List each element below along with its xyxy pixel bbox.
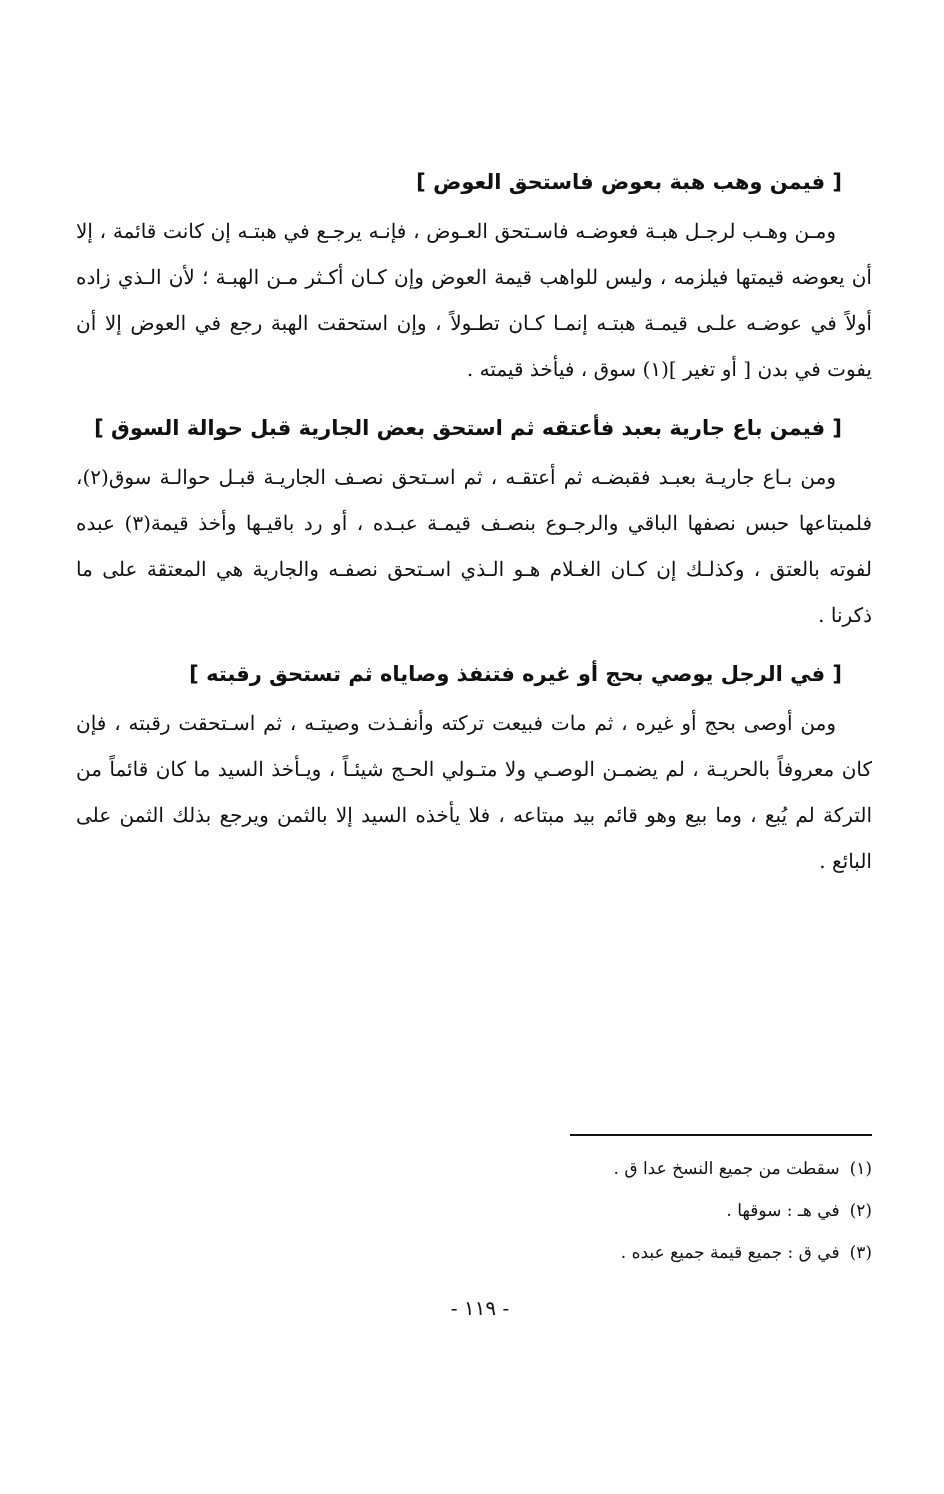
footnote-text: في ق : جميع قيمة جميع عبده . [620,1243,840,1263]
section-paragraph-slave-girl-sale: ومن بـاع جاريـة بعبـد فقبضـه ثم أعتقـه ، ثم اسـتحق نصـف الجاريـة قبـل حوالـة سوق(٢)، فلمبتاعها حبس نصفها الباقي والرجـوع بنصـف قيمـة عبـده ، أو رد باقيـها وأخذ قيمة(٣) عبده لفوته بالعتق ، وكذلـك إن كـان الغـلام هـو الـذي اسـتحق نصفـه والجارية هي المعتقة على ما ذكرنا . [76,465,872,627]
section-heading-slave-girl-sale: [ فيمن باع جارية بعبد فأعتقه ثم استحق بعض الجارية قبل حوالة السوق ] [94,416,842,440]
footnote-2 [372,1190,872,1232]
footnote-text: في هـ : سوقها . [726,1201,840,1221]
footnote-separator [570,1134,872,1136]
section-paragraph-will-pilgrimage: ومن أوصى بحج أو غيره ، ثم مات فبيعت تركته وأنفـذت وصيتـه ، ثم اسـتحقت رقبته ، فإن كان معروفاً بالحريـة ، لم يضمـن الوصـي ولا متـولي الحـج شيئـاً ، ويـأخذ السيد ما كان قائماً من التركة لم يُبع ، وما بيع وهو قائم بيد مبتاعه ، فلا يأخذه السيد إلا بالثمن ويرجع بذلك الثمن على البائع . [76,711,872,873]
section-heading-will-pilgrimage: [ في الرجل يوصي بحج أو غيره فتنفذ وصاياه ثم تستحق رقبته ] [189,662,842,686]
section-paragraph-gift-compensation: ومـن وهـب لرجـل هبـة فعوضـه فاسـتحق العـوض ، فإنـه يرجـع في هبتـه إن كانت قائمة ، إلا أن يعوضه قيمتها فيلزمه ، وليس للواهب قيمة العوض وإن كـان أكـثر مـن الهبـة ؛ لأن الـذي زاده أولاً في عوضـه علـى قيمـة هبتـه إنمـا كـان تطـولاً ، وإن استحقت الهبة رجع في العوض إلا أن يفوت في بدن [ أو تغير ](١) سوق ، فيأخذ قيمته . [76,219,872,381]
footnote-number: (٣) [849,1243,872,1263]
footnote-text: سقطت من جميع النسخ عدا ق . [613,1159,840,1179]
page-number: - ١١٩ - [450,1296,510,1320]
section-heading-gift-compensation: [ فيمن وهب هبة بعوض فاستحق العوض ] [416,170,842,194]
footnote-number: (٢) [849,1201,872,1221]
footnote-1 [372,1148,872,1190]
footnotes [372,1148,872,1274]
main-text [76,162,872,900]
footnote-3 [372,1232,872,1274]
footnote-number: (١) [849,1159,872,1179]
